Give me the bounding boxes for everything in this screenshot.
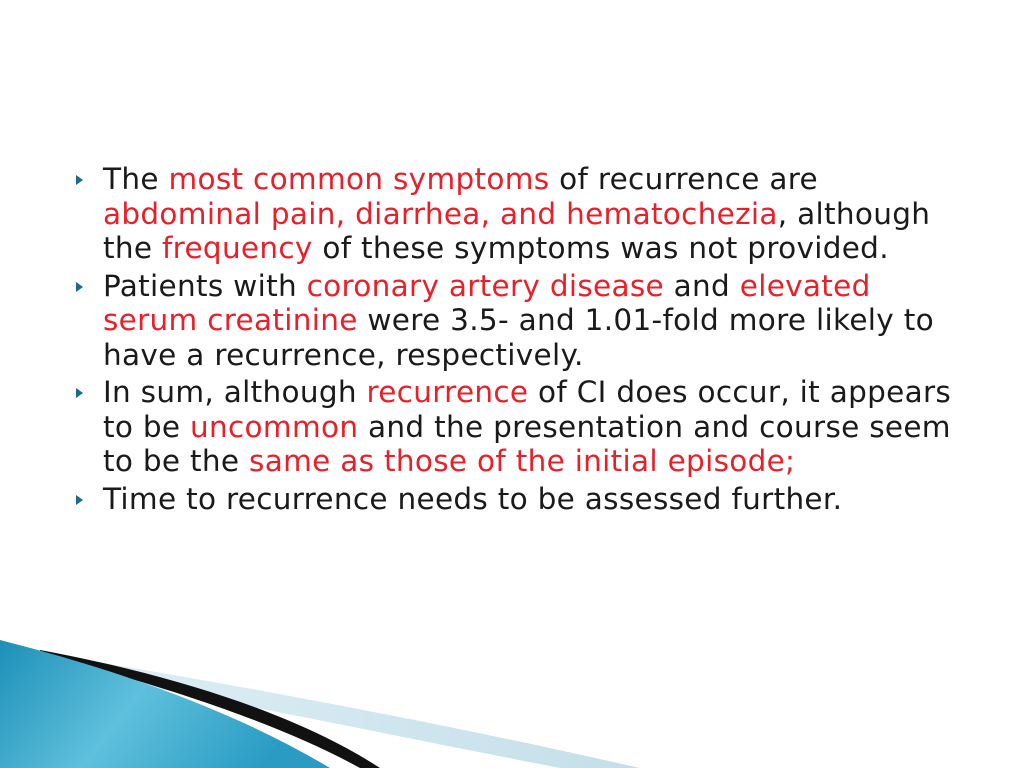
bullet-1-seg-5: , although the [103, 196, 931, 265]
bullet-1-seg-3: of recurrence are [549, 162, 818, 196]
bullet-item-4 [72, 482, 952, 517]
bullet-1-seg-6: frequency [162, 231, 313, 265]
bullet-list [72, 162, 952, 516]
bullet-2-seg-1: Patients with [103, 268, 307, 303]
bullet-4-seg-1: Time to recurrence needs to be assessed further. [103, 481, 843, 516]
decorative-swoosh [0, 638, 1024, 768]
triangle-bullet-icon [76, 175, 83, 185]
bullet-1-seg-1: The [103, 162, 169, 196]
triangle-bullet-icon [76, 388, 83, 398]
bullet-3-seg-2: recurrence [366, 375, 529, 409]
bullet-item-1 [72, 162, 952, 266]
slide-body [72, 162, 952, 519]
bullet-1-seg-7: of these symptoms was not provided. [312, 231, 889, 265]
triangle-bullet-icon [76, 495, 83, 505]
bullet-1-seg-2: most common symptoms [168, 162, 550, 196]
bullet-3-seg-5: and the presentation and course seem to be the [103, 409, 951, 478]
bullet-3-seg-1: In sum, although [103, 375, 367, 409]
bullet-3-seg-4: uncommon [190, 409, 359, 444]
bullet-1-seg-4: abdominal pain, diarrhea, and hematochezia [103, 196, 778, 231]
bullet-2-seg-3: and [664, 268, 740, 303]
bullet-2-seg-2: coronary artery disease [306, 268, 664, 303]
bullet-2-seg-4: elevated serum creatinine [103, 268, 871, 337]
bullet-3-seg-6: same as those of the initial episode; [249, 444, 796, 478]
bullet-item-3 [72, 375, 952, 479]
triangle-bullet-icon [76, 282, 83, 292]
bullet-2-seg-5: were 3.5- and 1.01-fold more likely to have a recurrence, respectively. [103, 303, 934, 372]
bullet-item-2 [72, 269, 952, 373]
bullet-3-seg-3: of CI does occur, it appears to be [103, 375, 952, 444]
